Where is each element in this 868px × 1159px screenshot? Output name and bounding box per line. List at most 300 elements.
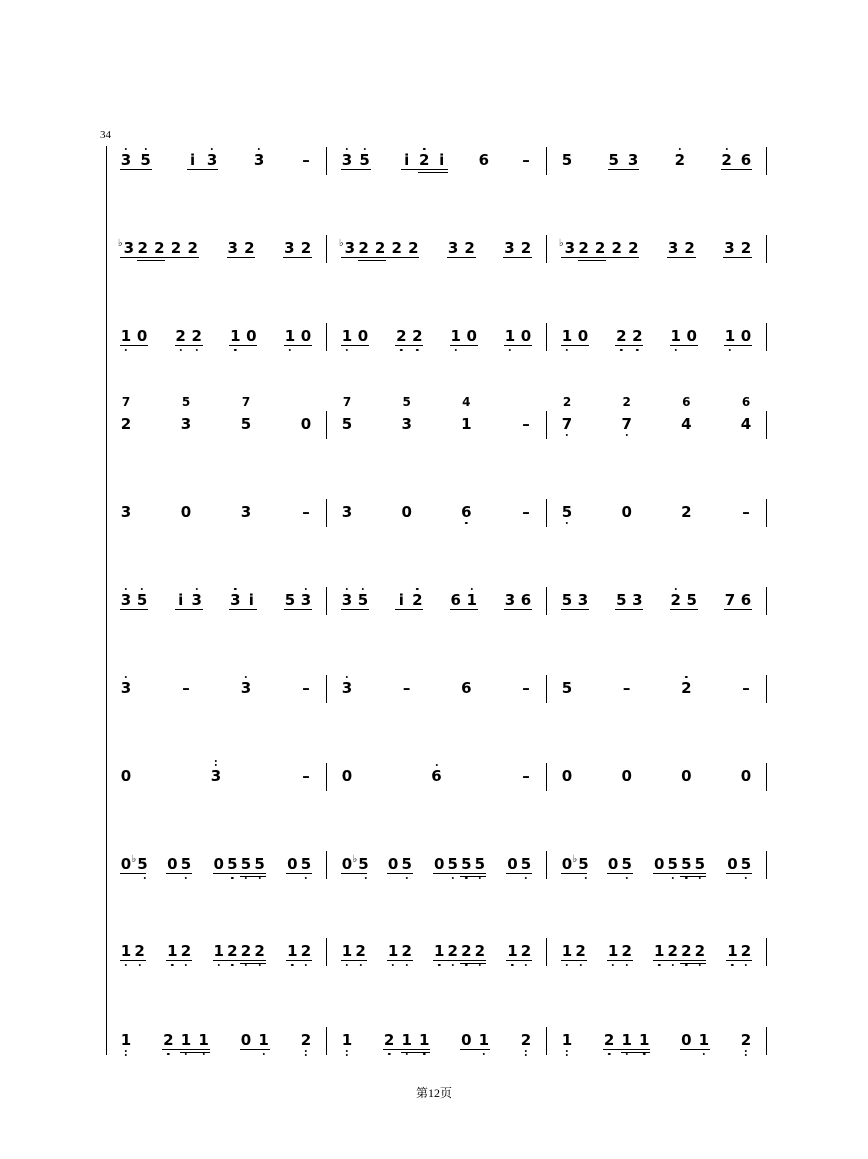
note-number: 3 <box>284 239 295 257</box>
note <box>244 241 254 256</box>
note-number: 1 <box>504 327 516 345</box>
note-number: 1 <box>621 1031 632 1049</box>
octave-dot-low <box>143 877 145 879</box>
note-number: 2 <box>447 942 458 960</box>
note <box>558 238 576 258</box>
note-number: 2 <box>300 239 312 257</box>
beam-underline <box>395 345 423 346</box>
beam-underline-double <box>358 260 387 261</box>
octave-dot-low <box>731 964 733 966</box>
octave-dot-low <box>636 349 638 351</box>
beam-underline <box>120 169 152 170</box>
note <box>301 1033 311 1048</box>
note <box>214 944 224 959</box>
octave-dot-low <box>125 1050 127 1052</box>
note-number: 5 <box>561 591 573 609</box>
note <box>191 329 201 344</box>
note-number: 1 <box>698 1031 710 1049</box>
dash-sustain <box>742 681 750 696</box>
note-number: 2 <box>137 239 148 257</box>
note-number: 5 <box>254 855 265 873</box>
note <box>741 857 751 872</box>
note-number: 2 <box>358 239 369 257</box>
note <box>741 593 751 608</box>
note-number: 0 <box>577 327 589 345</box>
beam-underline <box>726 960 752 961</box>
beam-underline <box>401 169 448 170</box>
note-number: – <box>522 151 530 169</box>
note <box>140 153 150 168</box>
octave-dot-low <box>509 349 511 351</box>
note-number: – <box>742 503 750 521</box>
beam-underline <box>561 609 589 610</box>
octave-dot-low <box>658 964 660 966</box>
octave-dot-low <box>231 964 233 966</box>
octave-dot-low <box>625 964 627 966</box>
note-number: 1 <box>433 942 445 960</box>
dash-sustain <box>403 681 411 696</box>
note-number: 6 <box>461 679 472 697</box>
note-number: 3 <box>230 591 241 609</box>
note <box>392 241 402 256</box>
note <box>621 1033 631 1048</box>
note-number: 0 <box>621 503 632 521</box>
barline <box>326 938 327 966</box>
note <box>178 593 183 608</box>
note-number: 2 <box>180 942 192 960</box>
note-number: 3 <box>120 591 132 609</box>
octave-dot-low <box>685 877 687 879</box>
note <box>121 944 131 959</box>
octave-dot-low <box>305 1050 307 1052</box>
note-number: 3 <box>401 415 412 433</box>
octave-dot-low <box>138 964 140 966</box>
note-number: 1 <box>461 415 472 433</box>
octave-dot-low <box>620 349 622 351</box>
note-number: 1 <box>561 1031 573 1049</box>
note-number: 1 <box>478 1031 490 1049</box>
octave-dot-low <box>625 877 627 879</box>
note <box>725 593 735 608</box>
note-number: 2 <box>611 239 622 257</box>
barline <box>326 1027 327 1055</box>
octave-dot-low <box>185 1053 187 1055</box>
note <box>121 769 131 784</box>
note-number: 1 <box>120 942 132 960</box>
note-number: – <box>302 151 310 169</box>
note-number: 3 <box>120 503 132 521</box>
note <box>121 417 131 432</box>
note-number: 0 <box>240 1031 252 1049</box>
note <box>408 241 418 256</box>
beam-underline <box>162 1049 209 1050</box>
note <box>461 944 471 959</box>
note-number: 2 <box>603 1031 615 1049</box>
note <box>721 153 731 168</box>
note <box>285 593 295 608</box>
dash-sustain <box>623 681 631 696</box>
note <box>412 593 422 608</box>
note-number: 2 <box>154 239 165 257</box>
octave-dot-low <box>305 964 307 966</box>
note-number: 5 <box>694 855 706 873</box>
note <box>521 1033 531 1048</box>
octave-dot-low <box>452 964 454 966</box>
octave-dot-low <box>234 349 236 351</box>
octave-dot-low <box>346 964 348 966</box>
note <box>612 241 622 256</box>
note <box>401 1033 411 1048</box>
octave-dot-low <box>179 349 181 351</box>
octave-dot-low <box>364 877 366 879</box>
note <box>338 238 356 258</box>
note <box>681 505 691 520</box>
note-number: 2 <box>300 942 312 960</box>
note <box>562 593 572 608</box>
note <box>249 593 254 608</box>
note <box>301 329 311 344</box>
octave-dot-low <box>699 964 701 966</box>
beam-underline-double <box>180 1052 210 1053</box>
note-number: 5 <box>240 415 252 433</box>
note <box>121 593 131 608</box>
note <box>521 593 531 608</box>
note-number: 2 <box>474 942 486 960</box>
note <box>562 681 572 696</box>
beam-underline <box>229 609 257 610</box>
barline <box>766 411 767 439</box>
note <box>342 681 352 696</box>
octave-dot-low <box>392 964 394 966</box>
note <box>301 944 311 959</box>
note <box>461 505 471 520</box>
note-number: 2 <box>175 327 186 345</box>
beam-underline <box>433 960 486 961</box>
measure-number: 34 <box>100 129 111 141</box>
octave-dot-high <box>215 760 217 762</box>
beam-underline <box>615 345 643 346</box>
beam-underline <box>341 873 367 874</box>
note-number: 2 <box>594 239 606 257</box>
note-number: 0 <box>686 327 697 345</box>
note-number: 0 <box>740 767 752 785</box>
octave-dot-low <box>465 964 467 966</box>
note-number: 2 <box>578 239 589 257</box>
note-number: 3 <box>210 767 222 785</box>
note <box>621 944 631 959</box>
note-number: 2 <box>674 151 686 169</box>
note-number: 2 <box>163 1031 174 1049</box>
note-number: 2 <box>616 327 627 345</box>
note <box>681 1033 691 1048</box>
note <box>464 241 474 256</box>
beam-underline <box>607 960 633 961</box>
note-number: 3 <box>564 239 576 257</box>
note <box>668 857 678 872</box>
note-number: 2 <box>134 942 145 960</box>
chord-number: 6 <box>741 395 751 409</box>
note <box>695 944 705 959</box>
note <box>121 505 131 520</box>
note-number: 6 <box>461 503 472 521</box>
note-number: – <box>522 767 530 785</box>
beam-underline <box>213 873 266 874</box>
note-number: 5 <box>401 855 412 873</box>
flat-sign: ♭ <box>117 238 123 249</box>
note <box>301 417 311 432</box>
note-number: 0 <box>167 855 178 873</box>
note <box>562 769 572 784</box>
note-number: 2 <box>628 239 639 257</box>
octave-dot-low <box>400 349 402 351</box>
octave-dot-low <box>258 877 260 879</box>
note <box>505 329 515 344</box>
note-number: 0 <box>136 327 148 345</box>
note <box>450 329 460 344</box>
note-number: 2 <box>681 503 692 521</box>
beam-underline <box>166 960 192 961</box>
note <box>342 505 352 520</box>
octave-dot-low <box>625 1053 627 1055</box>
note-number: 0 <box>681 767 692 785</box>
chord-number: 5 <box>402 395 411 409</box>
dash-sustain <box>522 505 530 520</box>
note-number: 1 <box>387 942 399 960</box>
note <box>505 593 515 608</box>
note-number: 1 <box>450 327 461 345</box>
beam-underline <box>506 960 532 961</box>
note-number: 0 <box>433 855 445 873</box>
note-number: 3 <box>341 679 353 697</box>
note <box>175 329 185 344</box>
note <box>285 329 295 344</box>
beam-underline <box>615 609 643 610</box>
note <box>639 1033 649 1048</box>
note <box>448 944 458 959</box>
note-number: 0 <box>401 503 412 521</box>
note <box>187 241 197 256</box>
barline <box>766 235 767 263</box>
note-number: 0 <box>561 855 573 873</box>
chord-number: 7 <box>342 395 352 409</box>
octave-dot-low <box>674 349 676 351</box>
note-number: 6 <box>520 591 532 609</box>
barline <box>326 763 327 791</box>
beam-underline <box>724 345 752 346</box>
note <box>632 593 642 608</box>
note <box>562 857 572 872</box>
note-number: 5 <box>358 855 369 873</box>
note-number: 2 <box>383 1031 395 1049</box>
note <box>681 769 691 784</box>
note <box>466 593 476 608</box>
note <box>632 329 642 344</box>
octave-dot-low <box>625 434 627 436</box>
note <box>287 944 297 959</box>
note-number: 4 <box>740 415 752 433</box>
note-number: 5 <box>447 855 458 873</box>
note-number: – <box>522 415 530 433</box>
barline <box>766 587 767 615</box>
note <box>668 944 678 959</box>
octave-dot-low <box>289 349 291 351</box>
dash-sustain <box>302 153 310 168</box>
note-number: 2 <box>461 942 472 960</box>
octave-dot-low <box>566 1050 568 1052</box>
note <box>254 944 264 959</box>
note <box>181 505 191 520</box>
note <box>404 153 409 168</box>
chord-number: 4 <box>462 395 471 409</box>
note <box>521 329 531 344</box>
note-number: 2 <box>244 239 255 257</box>
note-number: 2 <box>240 942 252 960</box>
note <box>504 241 514 256</box>
dash-sustain <box>742 505 750 520</box>
note-number: 1 <box>401 1031 412 1049</box>
note <box>654 944 664 959</box>
note-number: 2 <box>254 942 265 960</box>
barline <box>766 323 767 351</box>
note <box>621 857 631 872</box>
octave-dot-low <box>566 964 568 966</box>
octave-dot-low <box>405 964 407 966</box>
note <box>121 153 131 168</box>
note <box>254 153 264 168</box>
octave-dot-low <box>258 964 260 966</box>
note-number: 5 <box>137 855 148 873</box>
note <box>241 944 251 959</box>
beam-underline-double <box>621 1052 651 1053</box>
note <box>461 857 471 872</box>
dash-sustain <box>182 681 190 696</box>
note-number: 3 <box>504 591 516 609</box>
note <box>686 329 696 344</box>
beam-underline-double <box>460 876 486 877</box>
dash-sustain <box>302 681 310 696</box>
note-number: 3 <box>667 239 679 257</box>
note-number: 5 <box>140 151 151 169</box>
note <box>342 1033 352 1048</box>
note <box>439 153 444 168</box>
note-number: 0 <box>120 855 132 873</box>
note <box>284 241 294 256</box>
note <box>578 241 588 256</box>
note-number: 5 <box>740 855 752 873</box>
octave-dot-low <box>483 1053 485 1055</box>
beam-underline <box>120 960 146 961</box>
note <box>741 769 751 784</box>
note <box>241 505 251 520</box>
dash-sustain <box>302 769 310 784</box>
note-number: 0 <box>300 415 312 433</box>
note-number: 5 <box>136 591 148 609</box>
note <box>608 944 618 959</box>
note-number: 5 <box>474 855 486 873</box>
beam-underline <box>504 345 532 346</box>
barline <box>326 147 327 175</box>
beam-underline <box>341 960 367 961</box>
note-number: 1 <box>284 327 296 345</box>
octave-dot-low <box>438 964 440 966</box>
note-number: 3 <box>341 591 353 609</box>
note-number: i <box>398 591 404 609</box>
octave-dot-low <box>643 1053 645 1055</box>
note-number: 5 <box>341 415 353 433</box>
note-number: 7 <box>724 591 736 609</box>
beam-underline <box>561 960 587 961</box>
beam-underline-double <box>460 963 486 964</box>
note-number: 0 <box>653 855 665 873</box>
note <box>342 417 352 432</box>
note <box>181 1033 191 1048</box>
beam-underline <box>341 345 369 346</box>
octave-dot-low <box>346 349 348 351</box>
note <box>562 505 572 520</box>
note <box>401 857 411 872</box>
note <box>466 329 476 344</box>
octave-dot-low <box>218 964 220 966</box>
note <box>572 854 589 874</box>
note <box>227 857 237 872</box>
note-number: 6 <box>450 591 461 609</box>
chord-number: 5 <box>181 395 191 409</box>
barline <box>326 411 327 439</box>
note <box>475 857 485 872</box>
note <box>578 593 588 608</box>
note-number: 3 <box>240 503 252 521</box>
note-number: 1 <box>341 942 353 960</box>
note-number: 2 <box>670 591 681 609</box>
note-number: 1 <box>724 327 736 345</box>
note <box>241 681 251 696</box>
note-number: – <box>402 679 411 697</box>
octave-dot-low <box>672 877 674 879</box>
note <box>154 241 164 256</box>
octave-dot-low <box>745 1050 747 1052</box>
note <box>741 153 751 168</box>
note-number: 0 <box>607 855 619 873</box>
note-number: 2 <box>740 1031 752 1049</box>
chord-number: 2 <box>562 395 572 409</box>
octave-dot-low <box>479 877 481 879</box>
octave-dot-low <box>465 522 467 524</box>
note-number: – <box>622 679 631 697</box>
note-number: 2 <box>412 591 423 609</box>
note-number: 2 <box>191 327 202 345</box>
note-number: 2 <box>300 1031 312 1049</box>
octave-dot-low <box>703 1053 705 1055</box>
note-number: 3 <box>447 239 459 257</box>
note <box>121 329 131 344</box>
note-number: 0 <box>300 327 312 345</box>
octave-dot-low <box>245 877 247 879</box>
note <box>741 241 751 256</box>
octave-dot-low <box>202 1053 204 1055</box>
note <box>191 593 201 608</box>
barline <box>546 499 547 527</box>
note-number: 2 <box>681 679 692 697</box>
octave-dot-low <box>245 964 247 966</box>
barline <box>766 1027 767 1055</box>
barline <box>326 675 327 703</box>
note <box>675 153 685 168</box>
octave-dot-low <box>685 964 687 966</box>
note-number: 3 <box>240 679 252 697</box>
note-number: 3 <box>344 239 356 257</box>
note <box>741 1033 751 1048</box>
note <box>479 1033 489 1048</box>
